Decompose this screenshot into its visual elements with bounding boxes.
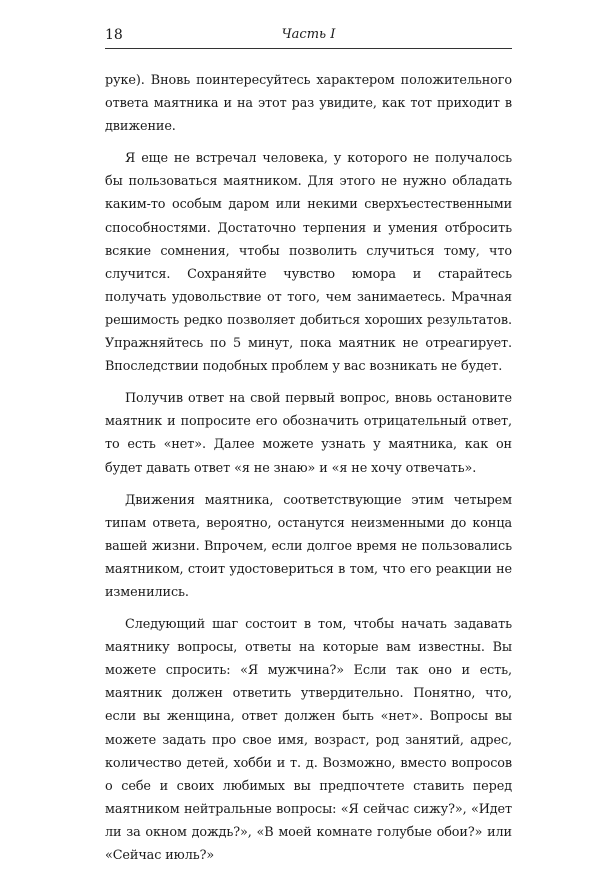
paragraph: Получив ответ на свой первый вопрос, вновь остановите маятник и попросите его обозначить отрицательный ответ, то есть «нет». Далее можете узнать у маятника, как он будет давать ответ «я не знаю» и «я не хочу отвечать». bbox=[105, 391, 512, 476]
paragraph: руке). Вновь поинтересуйтесь характером положительного ответа маятника и на этот раз увидите, как тот приходит в движение. bbox=[105, 73, 512, 135]
page-header bbox=[105, 26, 512, 49]
body-text bbox=[105, 69, 512, 876]
paragraph: Я еще не встречал человека, у которого не получалось бы пользоваться маятником. Для этого не нужно обладать каким-то особым даром или некими сверхъестественными способностями. Достаточно терпения и умения отбросить всякие сомнения, чтобы позволить случиться тому, что случится. Сохраняйте чувство юмора и старайтесь получать удовольствие от того, чем занимаетесь. Мрачная решимость редко позволяет добиться хороших результатов. Упражняйтесь по 5 минут, пока маятник не отреагирует. Впоследствии подобных проблем у вас возникать не будет. bbox=[105, 151, 512, 375]
paragraph: Следующий шаг состоит в том, чтобы начать задавать маятнику вопросы, ответы на которые вам известны. Вы можете спросить: «Я мужчина?» Если так оно и есть, маятник должен ответить утвердительно. Понятно, что, если вы женщина, ответ должен быть «нет». Вопросы вы можете задать про свое имя, возраст, род занятий, адрес, количество детей, хобби и т. д. Возможно, вместо вопросов о себе и своих любимых вы предпочтете ставить перед маятником нейтральные вопросы: «Я сейчас сижу?», «Идет ли за окном дождь?», «В моей комнате голубые обои?» или «Сейчас июль?» bbox=[105, 617, 512, 863]
page-number: 18 bbox=[105, 27, 123, 43]
running-head: Часть I bbox=[281, 27, 336, 42]
paragraph: Движения маятника, соответствующие этим четырем типам ответа, вероятно, останутся неизменными до конца вашей жизни. Впрочем, если долгое время не пользовались маятником, стоит удостовериться в том, что его реакции не изменились. bbox=[105, 492, 512, 600]
